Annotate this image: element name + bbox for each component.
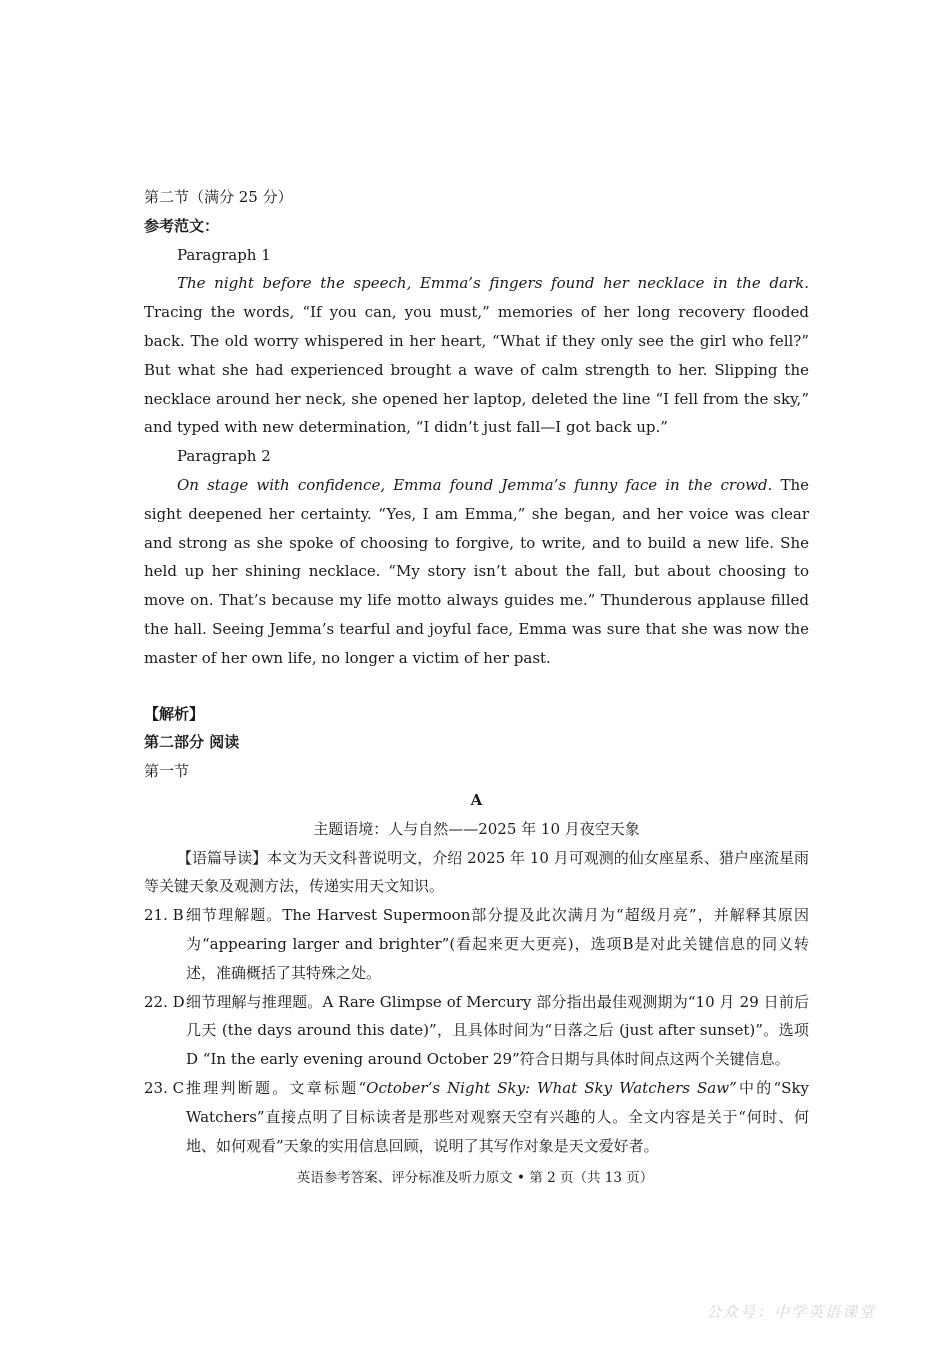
section-one-heading: 第一节 [144, 762, 190, 781]
theme-context: 主题语境：人与自然——2025 年 10 月夜空天象 [313, 819, 640, 838]
answer-23-pre: 推理判断题。文章标题“ [186, 1078, 367, 1097]
answer-23-text [186, 1074, 809, 1160]
answer-21 [144, 901, 809, 987]
passage-guide: 【语篇导读】本文为天文科普说明文，介绍 2025 年 10 月可观测的仙女座星系、猎户座流星雨等关键天象及观测方法，传递实用天文知识。 [144, 848, 809, 896]
page-footer: 英语参考答案、评分标准及听力原文 • 第 2 页（共 13 页） [296, 1170, 654, 1186]
answer-21-text: 细节理解题。The Harvest Supermoon部分提及此次满月为“超级月亮”，并解释其原因为“appearing larger and brighter”(看起来更大更亮)，选项B是对此关键信息的同义转述，准确概括了其特殊之处。 [186, 906, 809, 982]
sample-essay-label: 参考范文： [144, 216, 220, 235]
page-content [144, 183, 809, 1160]
watermark: 公众号：中学英语课堂 [706, 1303, 877, 1321]
paragraph-2-body: The sight deepened her certainty. “Yes, I am Emma,” she began, and her voice was clear and strong as she spoke of choosing to forgive, to write, and to build a new life. She held up her shining necklace. “My story isn’t about the fall, but about choosing to move on. That’s because my life motto always guides me.” Thunderous applause filled the hall. Seeing Jemma’s tearful and joyful face, Emma was sure that she was now the master of her own life, no longer a victim of her past. [144, 475, 809, 667]
paragraph-1-lead: The night before the speech, Emma’s fingers found her necklace in the dark. [177, 274, 809, 293]
part-heading: 第二部分 阅读 [144, 733, 240, 752]
answer-23 [144, 1074, 809, 1160]
paragraph-1-label: Paragraph 1 [177, 245, 271, 264]
paragraph-1-text [144, 269, 809, 442]
answer-22-number: 22. D [144, 992, 185, 1011]
answer-23-number: 23. C [144, 1078, 185, 1097]
answer-23-post: 中的“Sky Watchers”直接点明了目标读者是那些对观察天空有兴趣的人。全文内容是关于“何时、何地、如何观看”天象的实用信息回顾，说明了其写作对象是天文爱好者。 [186, 1078, 810, 1155]
paragraph-2-text [144, 471, 809, 673]
paragraph-2-label: Paragraph 2 [177, 447, 271, 466]
answer-21-number: 21. B [144, 906, 184, 925]
passage-letter: A [470, 790, 483, 809]
analysis-heading: 【解析】 [144, 704, 205, 723]
answer-23-title: October’s Night Sky: What Sky Watchers Saw” [366, 1078, 737, 1097]
section-heading: 第二节（满分 25 分） [144, 188, 293, 206]
paragraph-1-body: Tracing the words, “If you can, you must,” memories of her long recovery flooded back. The old worry whispered in her heart, “What if they only see the girl who fell?” But what she had experienced brought a wave of calm strength to her. Slipping the necklace around her neck, she opened her laptop, deleted the line “I fell from the sky,” and typed with new determination, “I didn’t just fall—I got back up.” [144, 303, 809, 437]
answer-22 [144, 988, 809, 1074]
paragraph-2-lead: On stage with confidence, Emma found Jemma’s funny face in the crowd. [177, 475, 773, 494]
answer-22-text: 细节理解与推理题。A Rare Glimpse of Mercury 部分指出最佳观测期为“10 月 29 日前后几天 (the days around this date)”，且具体时间为“日落之后 (just after sunset)”。选项 D “In the early evening around October 29”符合日期与具体时间点这两个关键信息。 [186, 992, 809, 1069]
